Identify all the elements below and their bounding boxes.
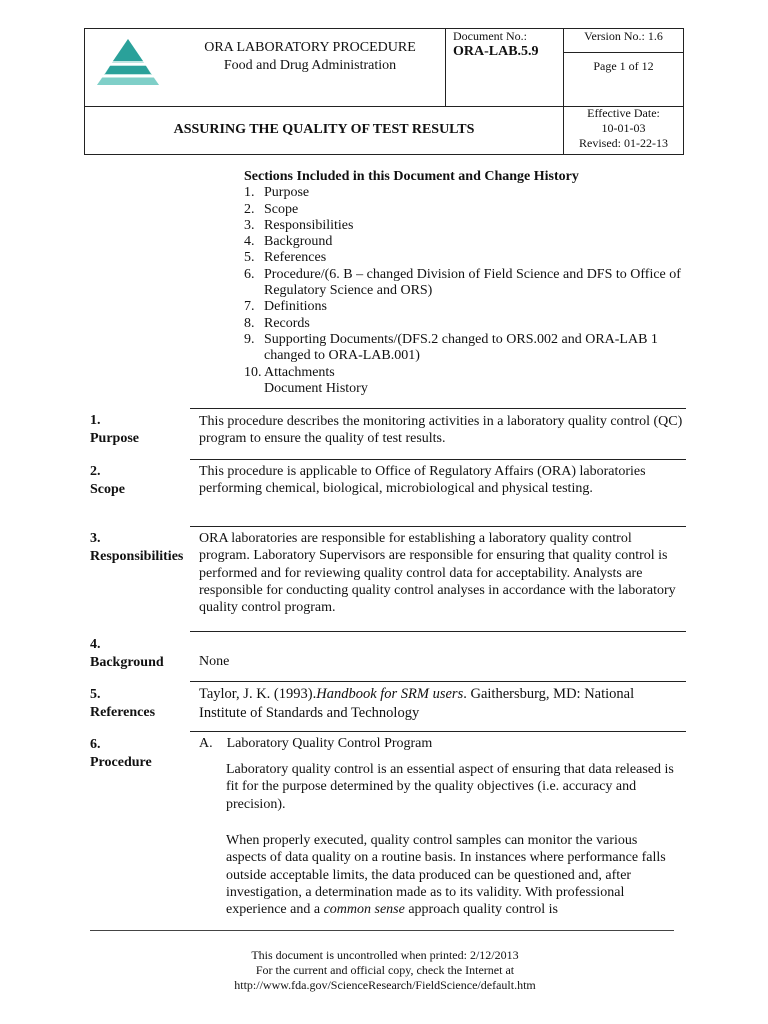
section-number: 5. <box>90 687 101 702</box>
section-number: 3. <box>90 531 101 546</box>
footer-link[interactable]: http://www.fda.gov/ScienceResearch/FieldScience/default.htm <box>234 978 536 992</box>
footer-line: For the current and official copy, check the Internet at <box>255 963 515 977</box>
list-item <box>244 218 694 234</box>
list-item <box>244 316 694 332</box>
document-dates <box>564 106 683 151</box>
page-number: Page 1 of 12 <box>593 59 654 73</box>
list-item <box>244 234 694 250</box>
section-title: Background <box>90 655 164 670</box>
page-footer <box>200 948 570 993</box>
triangle-logo-icon <box>95 37 161 87</box>
item-number: 6. <box>244 266 255 282</box>
list-item <box>244 202 694 218</box>
item-number: 3. <box>244 217 255 233</box>
sections-list <box>244 169 694 397</box>
section-number: 4. <box>90 637 101 652</box>
org-title <box>185 39 435 75</box>
effective-date-label: Effective Date: <box>587 106 660 120</box>
section-text: This procedure is applicable to Office of Regulatory Affairs (ORA) laboratories performing chemical, biological, microbiological and physical testing. <box>199 464 646 497</box>
section-rule <box>190 408 686 409</box>
section-rule <box>190 731 686 732</box>
section-rule <box>190 459 686 460</box>
item-number: 4. <box>244 234 255 250</box>
list-item <box>244 365 694 381</box>
org-line: Food and Drug Administration <box>223 58 397 73</box>
item-text: Background <box>264 234 333 250</box>
document-header-table <box>84 28 684 155</box>
paragraph: Laboratory quality control is an essential aspect of ensuring that data released is fit for the purpose determined by the quality objectives (i.e. accuracy and precision). <box>226 762 674 812</box>
section-rule <box>190 526 686 527</box>
section-title: Purpose <box>90 431 139 446</box>
section-text: This procedure describes the monitoring activities in a laboratory quality control (QC) program to ensure the quality of test results. <box>199 414 683 447</box>
section-rule <box>190 631 686 632</box>
section-label <box>90 736 152 772</box>
section-number: 2. <box>90 464 101 479</box>
document-number: ORA-LAB.5.9 <box>453 44 539 59</box>
list-item <box>244 381 694 397</box>
document-number-label: Document No.: <box>453 29 527 43</box>
item-text: Procedure/(6. B – changed Division of Field Science and DFS to Office of Regulatory Science and ORS) <box>264 266 681 299</box>
reference-citation <box>199 685 683 723</box>
header-divider <box>564 52 683 53</box>
document-title: ASSURING THE QUALITY OF TEST RESULTS <box>173 122 475 137</box>
list-item <box>244 267 694 300</box>
section-label <box>90 463 125 499</box>
paragraph <box>226 832 678 918</box>
effective-date: 10-01-03 <box>601 121 646 135</box>
section-title: Procedure <box>90 755 152 770</box>
item-text: Records <box>264 315 310 331</box>
section-title: Responsibilities <box>90 549 184 564</box>
paragraph-text: approach quality control is <box>404 902 559 918</box>
citation-title: Handbook for SRM users <box>316 686 464 702</box>
section-label <box>90 686 155 722</box>
item-text: Document History <box>264 380 368 396</box>
section-rule <box>190 681 686 682</box>
list-item <box>244 250 694 266</box>
emphasis-text: common sense <box>323 902 405 918</box>
sections-heading: Sections Included in this Document and Change History <box>244 169 579 184</box>
citation-author: Taylor, J. K. (1993). <box>199 686 317 702</box>
citation-publisher: . Gaithersburg, MD: National Institute of Standards and Technology <box>199 686 635 721</box>
item-number: 9. <box>244 331 255 347</box>
item-number: 8. <box>244 315 255 331</box>
footer-line: This document is uncontrolled when printed: 2/12/2013 <box>251 948 519 962</box>
section-text: None <box>199 654 230 669</box>
version-number: Version No.: 1.6 <box>584 29 663 43</box>
footer-rule <box>90 930 674 931</box>
item-text: References <box>264 250 327 266</box>
list-item <box>244 332 694 365</box>
item-text: Definitions <box>264 299 327 315</box>
item-text: Supporting Documents/(DFS.2 changed to ORS.002 and ORA-LAB 1 changed to ORA-LAB.001) <box>264 331 658 364</box>
item-number: 2. <box>244 201 255 217</box>
item-number: 5. <box>244 250 255 266</box>
item-text: Purpose <box>264 185 310 201</box>
org-line: ORA LABORATORY PROCEDURE <box>204 40 416 55</box>
section-label <box>90 636 164 672</box>
item-number: 7. <box>244 299 255 315</box>
paragraph-text: When properly executed, quality control samples can monitor the various aspects of data quality on a routine basis. In instances where performance falls outside acceptable limits, the data produced can be questioned and, after investigation, a determination made as to its validity. With professional experience and a <box>226 833 666 918</box>
section-title: References <box>90 705 156 720</box>
section-title: Scope <box>90 482 125 497</box>
header-divider <box>445 29 446 106</box>
section-text: ORA laboratories are responsible for establishing a laboratory quality control program. Laboratory Supervisors are responsible for ensuring that quality control is performed and for reviewing quality control data for acceptability. Analysts are responsible for conducting quality control analyses in accordance with the laboratory quality control program. <box>199 531 676 616</box>
item-text: Responsibilities <box>264 217 354 233</box>
item-text: Scope <box>264 201 299 217</box>
subsection-heading: A. Laboratory Quality Control Program <box>199 736 433 751</box>
list-item <box>244 185 694 201</box>
section-label <box>90 530 183 566</box>
item-text: Attachments <box>264 364 335 380</box>
section-number: 1. <box>90 413 101 428</box>
section-label <box>90 412 139 448</box>
section-number: 6. <box>90 737 101 752</box>
list-item <box>244 299 694 315</box>
item-number: 10. <box>244 364 262 380</box>
item-number: 1. <box>244 185 255 201</box>
revised-date: Revised: 01-22-13 <box>579 136 668 150</box>
item-number <box>244 381 264 397</box>
